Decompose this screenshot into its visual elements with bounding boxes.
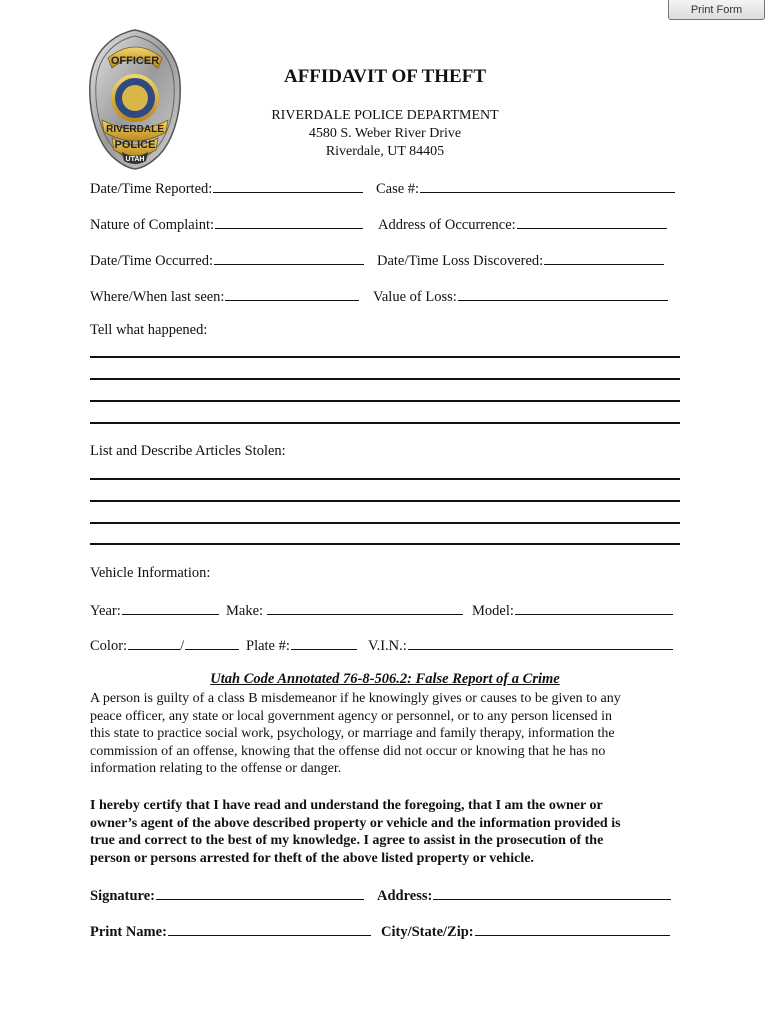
what-happened-line-3[interactable] xyxy=(90,400,680,402)
case-number-row xyxy=(376,178,675,198)
date-time-loss-discovered-label: Date/Time Loss Discovered: xyxy=(377,253,544,269)
department-info xyxy=(200,107,570,161)
year-field[interactable] xyxy=(122,600,219,615)
vin-row xyxy=(368,635,673,655)
city-state-zip-field[interactable] xyxy=(475,921,670,936)
address-field[interactable] xyxy=(433,885,671,900)
where-when-last-seen-field[interactable] xyxy=(225,286,359,301)
certification-line: owner’s agent of the above described property or vehicle and the information provided is xyxy=(90,815,621,831)
where-when-last-seen-row xyxy=(90,286,359,306)
law-line: this state to practice social work, psychology, or marriage and family therapy, information the xyxy=(90,726,615,742)
badge-utah-text: UTAH xyxy=(125,156,145,163)
law-line: A person is guilty of a class B misdemeanor if he knowingly gives or causes to be given to any xyxy=(90,691,621,706)
model-label: Model: xyxy=(472,603,514,619)
year-row xyxy=(90,600,219,620)
law-line: commission of an offense, knowing that the offense did not occur or knowing that he has no xyxy=(90,743,606,759)
color-row xyxy=(90,635,239,655)
make-row xyxy=(226,600,463,620)
date-time-loss-discovered-field[interactable] xyxy=(544,250,664,265)
law-line: peace officer, any state or local government agency or personnel, or to any person licensed in xyxy=(90,708,613,724)
plate-row xyxy=(246,635,357,655)
signature-field[interactable] xyxy=(156,885,364,900)
articles-stolen-line-1[interactable] xyxy=(90,478,680,480)
date-time-occurred-row xyxy=(90,250,364,270)
value-of-loss-row xyxy=(373,286,668,306)
what-happened-line-2[interactable] xyxy=(90,378,680,380)
what-happened-line-4[interactable] xyxy=(90,422,680,424)
badge-officer-text: OFFICER xyxy=(110,55,160,67)
case-number-field[interactable] xyxy=(420,178,675,193)
date-time-occurred-label: Date/Time Occurred: xyxy=(90,253,214,269)
certification-paragraph xyxy=(90,797,680,867)
page-title: AFFIDAVIT OF THEFT xyxy=(283,66,486,87)
nature-of-complaint-row xyxy=(90,214,363,234)
department-name: RIVERDALE POLICE DEPARTMENT xyxy=(271,108,499,123)
address-of-occurrence-row xyxy=(378,214,667,234)
where-when-last-seen-label: Where/When last seen: xyxy=(90,289,225,305)
tell-what-happened-label: Tell what happened: xyxy=(90,322,208,338)
date-time-reported-label: Date/Time Reported: xyxy=(90,181,213,197)
color-secondary-field[interactable] xyxy=(185,635,239,650)
address-of-occurrence-label: Address of Occurrence: xyxy=(378,217,516,233)
nature-of-complaint-field[interactable] xyxy=(215,214,363,229)
city-state-zip-row xyxy=(381,921,670,941)
law-heading: Utah Code Annotated 76-8-506.2: False Report of a Crime xyxy=(210,671,560,687)
certification-line: true and correct to the best of my knowledge. I agree to assist in the prosecution of the xyxy=(90,833,604,849)
department-city: Riverdale, UT 84405 xyxy=(325,144,445,159)
articles-stolen-line-4[interactable] xyxy=(90,543,680,545)
articles-stolen-line-3[interactable] xyxy=(90,522,680,524)
what-happened-line-1[interactable] xyxy=(90,356,680,358)
articles-stolen-label: List and Describe Articles Stolen: xyxy=(90,443,286,459)
make-field[interactable] xyxy=(267,600,463,615)
print-name-field[interactable] xyxy=(168,921,371,936)
certification-line: person or persons arrested for theft of the above listed property or vehicle. xyxy=(90,850,534,866)
city-state-zip-label: City/State/Zip: xyxy=(381,924,474,940)
signature-label: Signature: xyxy=(90,888,155,904)
date-time-reported-field[interactable] xyxy=(213,178,363,193)
address-of-occurrence-field[interactable] xyxy=(517,214,667,229)
law-paragraph xyxy=(90,690,680,778)
vin-field[interactable] xyxy=(408,635,673,650)
department-address: 4580 S. Weber River Drive xyxy=(308,126,462,141)
address-label: Address: xyxy=(377,888,433,904)
vin-label: V.I.N.: xyxy=(368,638,407,654)
certification-line: I hereby certify that I have read and understand the foregoing, that I am the owner or xyxy=(90,798,603,813)
plate-field[interactable] xyxy=(291,635,357,650)
plate-label: Plate #: xyxy=(246,638,290,654)
date-time-occurred-field[interactable] xyxy=(214,250,364,265)
nature-of-complaint-label: Nature of Complaint: xyxy=(90,217,215,233)
vehicle-information-label: Vehicle Information: xyxy=(90,565,211,581)
signature-row xyxy=(90,885,364,905)
print-name-label: Print Name: xyxy=(90,924,167,940)
model-row xyxy=(472,600,673,620)
badge-riverdale-text: RIVERDALE xyxy=(106,124,164,135)
date-time-reported-row xyxy=(90,178,363,198)
color-label: Color: xyxy=(90,638,128,654)
model-field[interactable] xyxy=(515,600,673,615)
date-time-loss-discovered-row xyxy=(377,250,664,270)
make-label: Make: xyxy=(226,603,264,619)
articles-stolen-line-2[interactable] xyxy=(90,500,680,502)
value-of-loss-field[interactable] xyxy=(458,286,668,301)
color-separator: / xyxy=(180,638,185,654)
badge-police-text: POLICE xyxy=(114,139,156,151)
case-number-label: Case #: xyxy=(376,181,420,197)
address-row xyxy=(377,885,671,905)
color-primary-field[interactable] xyxy=(128,635,180,650)
print-form-button[interactable]: Print Form xyxy=(668,0,765,20)
value-of-loss-label: Value of Loss: xyxy=(373,289,457,305)
police-badge-logo xyxy=(86,28,184,170)
law-line: information relating to the offense or danger. xyxy=(90,761,342,777)
print-name-row xyxy=(90,921,371,941)
year-label: Year: xyxy=(90,603,121,619)
